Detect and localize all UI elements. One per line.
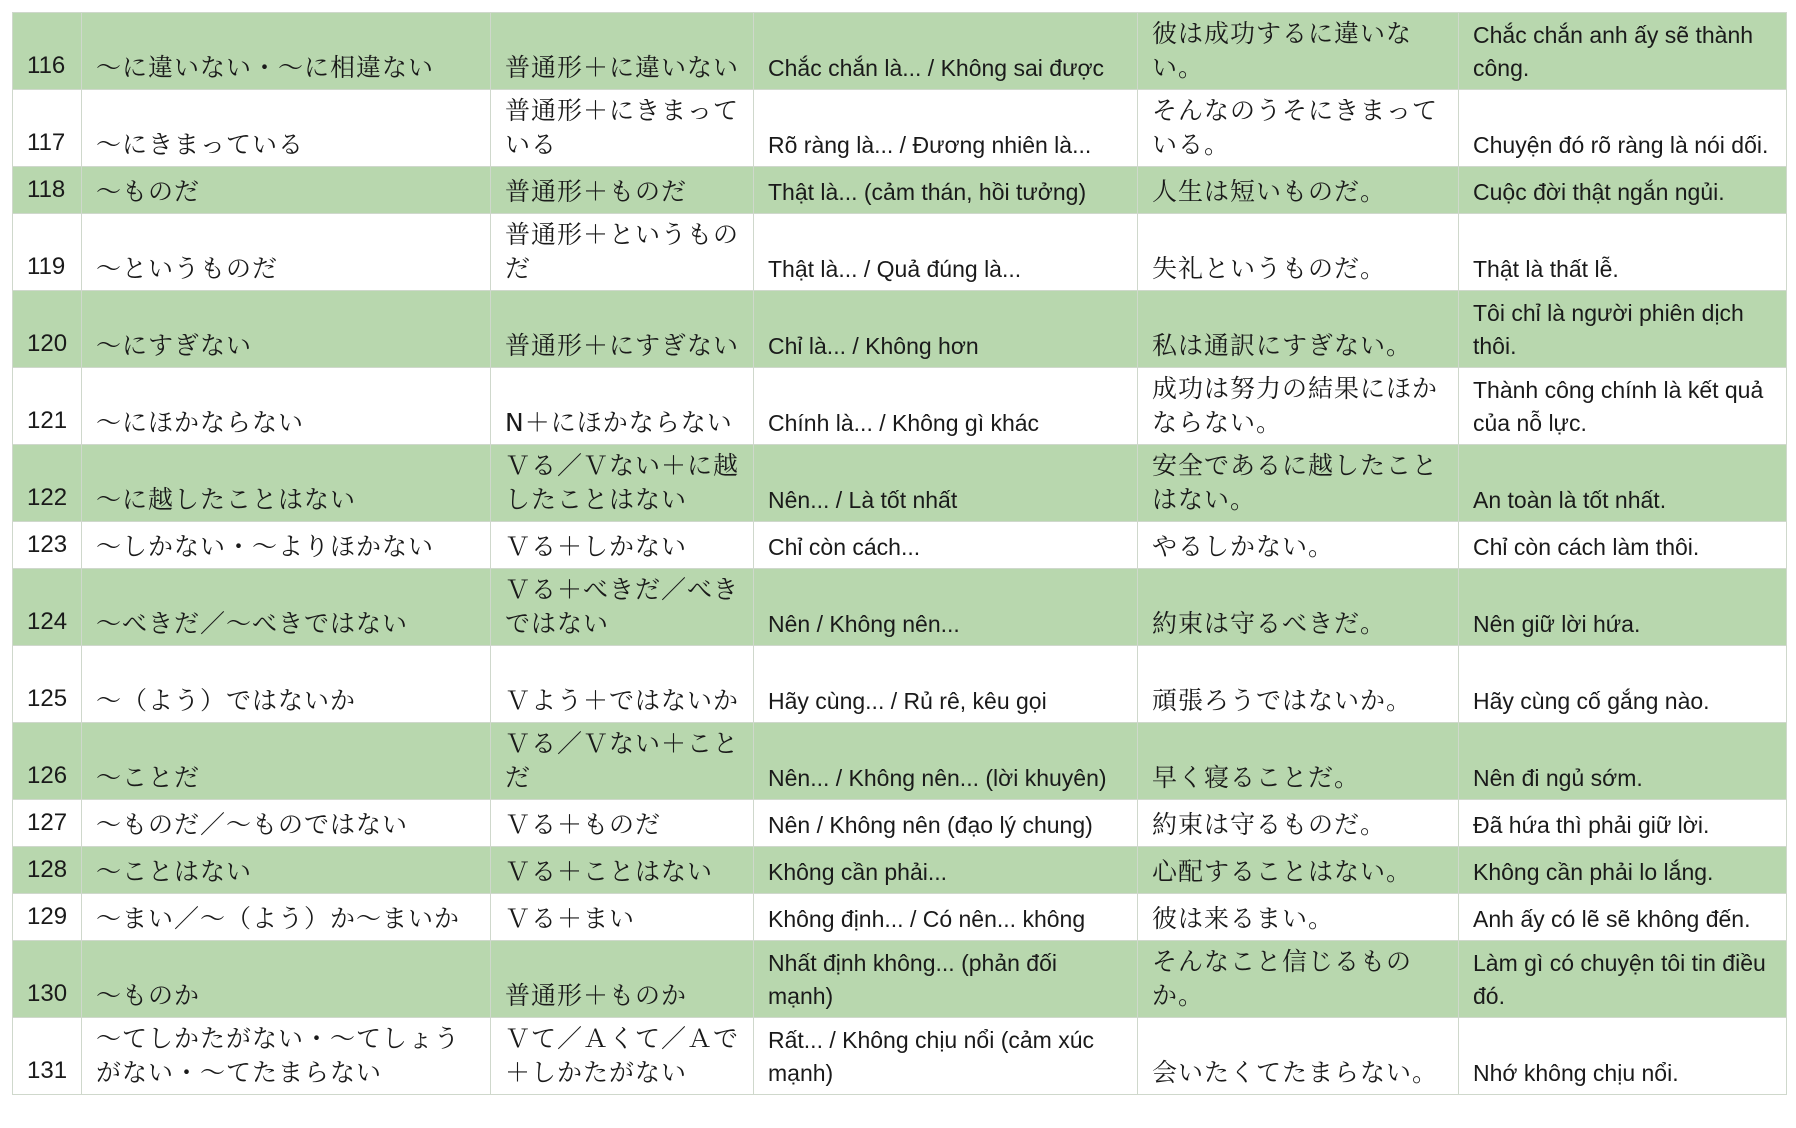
example-translation: Chắc chắn anh ấy sẽ thành công. [1459, 13, 1787, 90]
row-number: 124 [13, 569, 82, 646]
grammar-pattern: ～まい／～（よう）か～まいか [82, 894, 491, 941]
grammar-pattern: ～ものだ [82, 167, 491, 214]
grammar-form: 普通形＋というものだ [491, 214, 754, 291]
table-row [13, 167, 1787, 214]
grammar-pattern: ～てしかたがない・～てしょうがない・～てたまらない [82, 1018, 491, 1095]
example-sentence: 約束は守るものだ。 [1138, 800, 1459, 847]
row-number: 117 [13, 90, 82, 167]
table-row [13, 723, 1787, 800]
table-row [13, 90, 1787, 167]
example-translation: Nên giữ lời hứa. [1459, 569, 1787, 646]
grammar-form: Ｖる／Ｖない＋に越したことはない [491, 445, 754, 522]
meaning: Thật là... (cảm thán, hồi tưởng) [754, 167, 1138, 214]
meaning: Hãy cùng... / Rủ rê, kêu gọi [754, 646, 1138, 723]
meaning: Nên / Không nên (đạo lý chung) [754, 800, 1138, 847]
grammar-pattern: ～ことだ [82, 723, 491, 800]
example-translation: Tôi chỉ là người phiên dịch thôi. [1459, 291, 1787, 368]
grammar-form: Ｖる＋しかない [491, 522, 754, 569]
table-row [13, 445, 1787, 522]
row-number: 120 [13, 291, 82, 368]
grammar-form: Ｖて／Ａくて／Ａで＋しかたがない [491, 1018, 754, 1095]
grammar-form: N＋にほかならない [491, 368, 754, 445]
row-number: 126 [13, 723, 82, 800]
table-row [13, 847, 1787, 894]
example-translation: Làm gì có chuyện tôi tin điều đó. [1459, 941, 1787, 1018]
meaning: Rất... / Không chịu nổi (cảm xúc mạnh) [754, 1018, 1138, 1095]
example-sentence: 心配することはない。 [1138, 847, 1459, 894]
grammar-form: 普通形＋にきまっている [491, 90, 754, 167]
meaning: Nên... / Không nên... (lời khuyên) [754, 723, 1138, 800]
row-number: 116 [13, 13, 82, 90]
table-row [13, 1018, 1787, 1095]
grammar-pattern: ～に越したことはない [82, 445, 491, 522]
example-translation: Nên đi ngủ sớm. [1459, 723, 1787, 800]
grammar-pattern: ～ことはない [82, 847, 491, 894]
meaning: Rõ ràng là... / Đương nhiên là... [754, 90, 1138, 167]
row-number: 127 [13, 800, 82, 847]
meaning: Chỉ là... / Không hơn [754, 291, 1138, 368]
grammar-form: 普通形＋に違いない [491, 13, 754, 90]
grammar-form: Ｖる＋ことはない [491, 847, 754, 894]
meaning: Nhất định không... (phản đối mạnh) [754, 941, 1138, 1018]
meaning: Chỉ còn cách... [754, 522, 1138, 569]
example-sentence: そんなのうそにきまっている。 [1138, 90, 1459, 167]
example-sentence: 約束は守るべきだ。 [1138, 569, 1459, 646]
example-sentence: 彼は来るまい。 [1138, 894, 1459, 941]
table-row [13, 569, 1787, 646]
row-number: 122 [13, 445, 82, 522]
example-translation: Anh ấy có lẽ sẽ không đến. [1459, 894, 1787, 941]
grammar-pattern: ～にほかならない [82, 368, 491, 445]
example-sentence: 失礼というものだ。 [1138, 214, 1459, 291]
meaning: Không định... / Có nên... không [754, 894, 1138, 941]
table-row [13, 214, 1787, 291]
grammar-form: Ｖる＋まい [491, 894, 754, 941]
table-row [13, 13, 1787, 90]
table-row [13, 894, 1787, 941]
example-sentence: 人生は短いものだ。 [1138, 167, 1459, 214]
table-row [13, 646, 1787, 723]
grammar-form: Ｖる／Ｖない＋ことだ [491, 723, 754, 800]
row-number: 123 [13, 522, 82, 569]
row-number: 130 [13, 941, 82, 1018]
example-translation: Chuyện đó rõ ràng là nói dối. [1459, 90, 1787, 167]
grammar-table [12, 12, 1787, 1095]
grammar-pattern: ～（よう）ではないか [82, 646, 491, 723]
table-row [13, 522, 1787, 569]
grammar-form: 普通形＋にすぎない [491, 291, 754, 368]
example-translation: Đã hứa thì phải giữ lời. [1459, 800, 1787, 847]
example-sentence: 私は通訳にすぎない。 [1138, 291, 1459, 368]
table-row [13, 291, 1787, 368]
table-row [13, 800, 1787, 847]
meaning: Nên... / Là tốt nhất [754, 445, 1138, 522]
table-row [13, 941, 1787, 1018]
row-number: 121 [13, 368, 82, 445]
row-number: 119 [13, 214, 82, 291]
meaning: Không cần phải... [754, 847, 1138, 894]
meaning: Nên / Không nên... [754, 569, 1138, 646]
grammar-form: Ｖよう＋ではないか [491, 646, 754, 723]
grammar-form: 普通形＋ものか [491, 941, 754, 1018]
example-sentence: そんなこと信じるものか。 [1138, 941, 1459, 1018]
example-translation: Thật là thất lễ. [1459, 214, 1787, 291]
grammar-form: 普通形＋ものだ [491, 167, 754, 214]
meaning: Thật là... / Quả đúng là... [754, 214, 1138, 291]
example-translation: Cuộc đời thật ngắn ngủi. [1459, 167, 1787, 214]
row-number: 125 [13, 646, 82, 723]
grammar-pattern: ～にきまっている [82, 90, 491, 167]
meaning: Chắc chắn là... / Không sai được [754, 13, 1138, 90]
grammar-pattern: ～ものか [82, 941, 491, 1018]
example-sentence: 安全であるに越したことはない。 [1138, 445, 1459, 522]
grammar-pattern: ～ものだ／～ものではない [82, 800, 491, 847]
grammar-pattern: ～というものだ [82, 214, 491, 291]
example-sentence: 頑張ろうではないか。 [1138, 646, 1459, 723]
example-sentence: 成功は努力の結果にほかならない。 [1138, 368, 1459, 445]
example-translation: Thành công chính là kết quả của nỗ lực. [1459, 368, 1787, 445]
example-translation: An toàn là tốt nhất. [1459, 445, 1787, 522]
grammar-form: Ｖる＋べきだ／べきではない [491, 569, 754, 646]
row-number: 128 [13, 847, 82, 894]
example-sentence: やるしかない。 [1138, 522, 1459, 569]
example-translation: Chỉ còn cách làm thôi. [1459, 522, 1787, 569]
row-number: 131 [13, 1018, 82, 1095]
example-sentence: 彼は成功するに違いない。 [1138, 13, 1459, 90]
meaning: Chính là... / Không gì khác [754, 368, 1138, 445]
example-translation: Không cần phải lo lắng. [1459, 847, 1787, 894]
example-sentence: 早く寝ることだ。 [1138, 723, 1459, 800]
example-sentence: 会いたくてたまらない。 [1138, 1018, 1459, 1095]
grammar-form: Ｖる＋ものだ [491, 800, 754, 847]
example-translation: Nhớ không chịu nổi. [1459, 1018, 1787, 1095]
grammar-pattern: ～べきだ／～べきではない [82, 569, 491, 646]
grammar-pattern: ～に違いない・～に相違ない [82, 13, 491, 90]
table-row [13, 368, 1787, 445]
row-number: 118 [13, 167, 82, 214]
example-translation: Hãy cùng cố gắng nào. [1459, 646, 1787, 723]
row-number: 129 [13, 894, 82, 941]
grammar-pattern: ～しかない・～よりほかない [82, 522, 491, 569]
grammar-pattern: ～にすぎない [82, 291, 491, 368]
